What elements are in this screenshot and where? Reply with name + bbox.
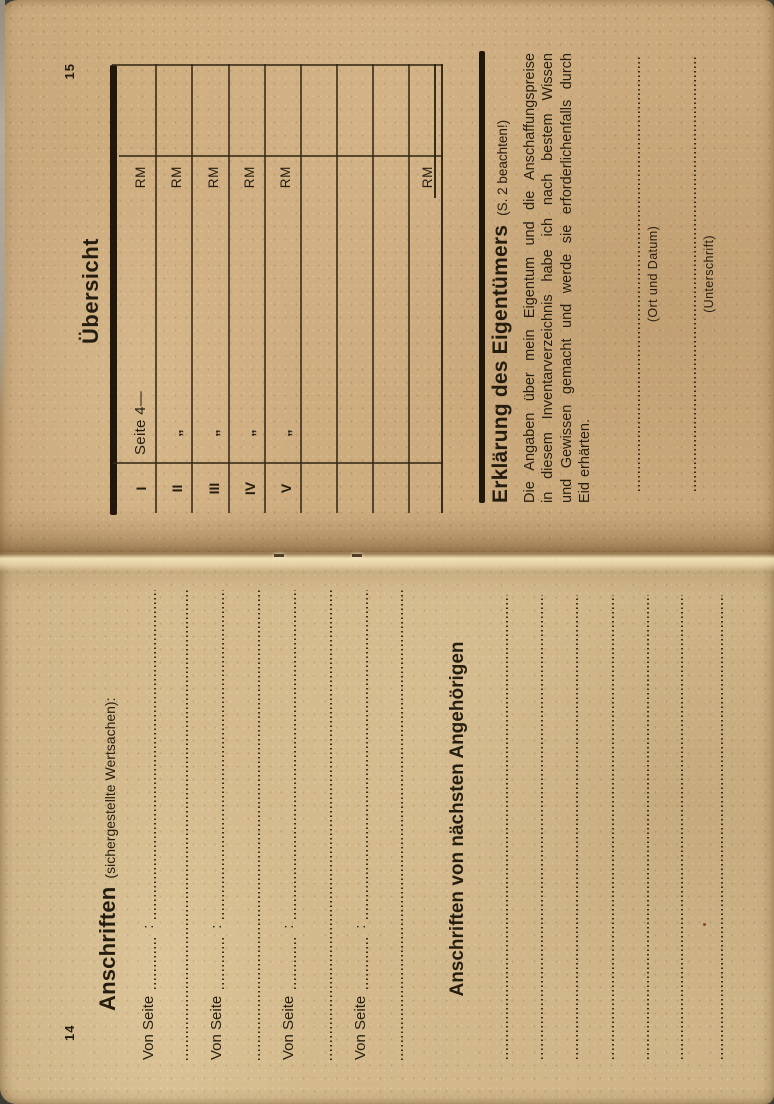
row-label: II — [169, 484, 185, 493]
dotted-writing-line — [506, 595, 508, 1059]
von-seite-entry — [137, 590, 157, 1060]
row-description: Seite 4— — [132, 390, 149, 455]
table-row-separator — [336, 64, 338, 513]
declaration-paragraph — [521, 53, 595, 503]
dotted-blank — [294, 590, 296, 919]
ort-datum-label: (Ort und Datum) — [646, 225, 660, 323]
page-number-15: 15 — [62, 63, 77, 80]
anschriften-title-note: (sichergestellte Wertsachen): — [102, 697, 118, 879]
declaration-title-note: (S. 2 beachten!) — [495, 119, 510, 216]
table-row — [155, 0, 191, 552]
uebersicht-title: Übersicht — [78, 238, 103, 344]
dotted-blank — [366, 935, 368, 989]
von-seite-label: Von Seite — [352, 995, 369, 1060]
colon: : — [280, 924, 297, 929]
row-label: III — [206, 482, 222, 495]
colon: : — [140, 924, 157, 929]
von-seite-entry — [277, 590, 297, 1060]
colon: : — [208, 924, 225, 929]
dotted-writing-line — [258, 590, 260, 1060]
ditto-mark: „ — [241, 429, 258, 437]
dotted-writing-line — [401, 590, 403, 1060]
paper-speck — [703, 923, 706, 926]
declaration-heading — [489, 120, 513, 503]
von-seite-label: Von Seite — [140, 995, 157, 1060]
anschriften-heading — [95, 698, 121, 1011]
paragraph-line: in diesem Inventarverzeichnis habe ich nach bestem Wissen — [540, 53, 557, 503]
dotted-blank — [294, 935, 296, 989]
table-sum-row — [408, 0, 441, 552]
dotted-blank — [366, 590, 368, 919]
paragraph-line: und Gewissen gemacht und werde sie erforderlichenfalls durch — [558, 53, 575, 503]
dotted-writing-line — [612, 595, 614, 1059]
row-currency: RM — [242, 166, 257, 189]
row-currency: RM — [133, 166, 148, 189]
signature-line — [694, 57, 696, 491]
dotted-writing-line — [541, 595, 543, 1059]
table-bottom-border — [441, 64, 443, 513]
row-currency: RM — [278, 166, 293, 189]
staple — [352, 554, 362, 557]
table-row-separator — [300, 64, 302, 513]
table-row — [264, 0, 300, 552]
page-edge-strip — [0, 0, 5, 420]
paragraph-line: Die Angaben über mein Eigentum und die Anschaffungspreise — [522, 53, 538, 503]
dotted-writing-line — [330, 590, 332, 1060]
row-label: I — [133, 486, 149, 491]
table-row — [228, 0, 264, 552]
ditto-mark: „ — [277, 429, 294, 437]
signature-line — [638, 57, 640, 491]
row-currency: RM — [206, 166, 221, 189]
page-number-14: 14 — [62, 1024, 77, 1041]
staple — [274, 554, 284, 557]
row-label: V — [278, 483, 294, 494]
dotted-writing-line — [186, 590, 188, 1060]
declaration-title: Erklärung des Eigentümers — [489, 224, 512, 503]
von-seite-entry — [349, 590, 369, 1060]
ditto-mark: „ — [205, 429, 222, 437]
row-currency: RM — [169, 166, 184, 189]
von-seite-label: Von Seite — [208, 995, 225, 1060]
unterschrift-label: (Unterschrift) — [702, 235, 716, 313]
dotted-blank — [154, 935, 156, 989]
von-seite-entry — [205, 590, 225, 1060]
colon: : — [352, 924, 369, 929]
table-row — [119, 0, 155, 552]
table-row-separator — [372, 64, 374, 513]
dotted-blank — [222, 935, 224, 989]
dotted-writing-line — [647, 595, 649, 1059]
sum-currency: RM — [420, 166, 435, 189]
table-top-border — [110, 65, 117, 515]
dotted-blank — [222, 590, 224, 919]
dotted-blank — [154, 590, 156, 919]
dotted-writing-line — [721, 595, 723, 1059]
row-label: IV — [242, 481, 258, 496]
dotted-writing-line — [576, 595, 578, 1059]
paragraph-line: Eid erhärten. — [577, 418, 594, 503]
dotted-writing-line — [681, 595, 683, 1059]
anschriften-title: Anschriften — [95, 886, 120, 1011]
angehoerige-heading: Anschriften von nächsten Angehörigen — [447, 641, 468, 997]
section-rule — [479, 51, 485, 503]
table-row — [191, 0, 228, 552]
ditto-mark: „ — [168, 429, 185, 437]
von-seite-label: Von Seite — [280, 995, 297, 1060]
page-14 — [0, 552, 774, 1104]
